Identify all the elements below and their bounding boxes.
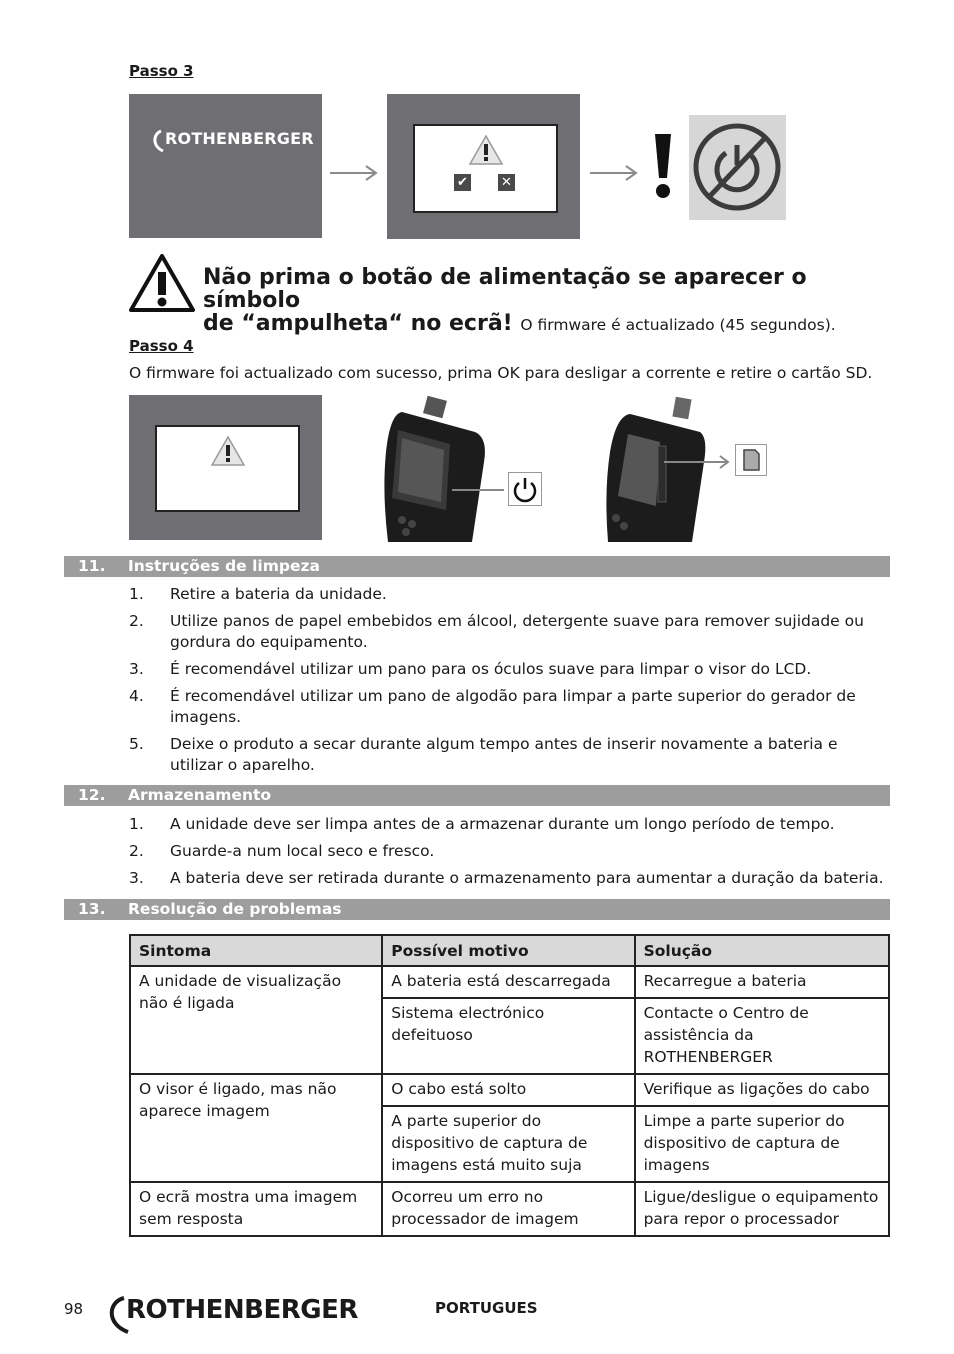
warning-icon: [210, 435, 246, 467]
arrow-right-icon: [588, 163, 640, 183]
cause-cell: A parte superior do dispositivo de captura de imagens está muito suja: [382, 1106, 634, 1182]
list-item-text: Guarde-a num local seco e fresco.: [170, 842, 435, 860]
check-icon: ✔: [454, 174, 471, 191]
section-11-header: [64, 556, 890, 577]
header-solution: Solução: [635, 935, 889, 966]
solution-cell: Verifique as ligações do cabo: [635, 1074, 889, 1106]
section-12-header: [64, 785, 890, 806]
update-screen-image: [387, 94, 580, 239]
table-row: [130, 1182, 889, 1236]
warning-text: [203, 266, 903, 337]
storage-list: [129, 814, 889, 895]
screen-logo-text: ROTHENBERGER: [165, 129, 314, 148]
list-item-number: 3.: [129, 660, 144, 678]
list-item-text: Retire a bateria da unidade.: [170, 585, 387, 603]
list-item: [129, 659, 889, 680]
step4-title: Passo 4: [129, 337, 194, 355]
list-item: [129, 841, 889, 862]
footer-brand-logo: ROTHENBERGER: [126, 1295, 358, 1325]
warning-icon: [128, 253, 196, 313]
table-header-row: [130, 935, 889, 966]
warning-note: O firmware é actualizado (45 segundos).: [520, 316, 836, 334]
solution-cell: Limpe a parte superior do dispositivo de captura de imagens: [635, 1106, 889, 1182]
section-11-title: Instruções de limpeza: [128, 557, 320, 575]
no-power-icon: [689, 115, 786, 220]
solution-cell: Contacte o Centro de assistência da ROTHENBERGER: [635, 998, 889, 1074]
section-13-number: 13.: [78, 900, 106, 918]
list-item-text: A bateria deve ser retirada durante o armazenamento para aumentar a duração da bateria.: [170, 869, 884, 887]
solution-cell: Recarregue a bateria: [635, 966, 889, 998]
section-12-number: 12.: [78, 786, 106, 804]
list-item-text: É recomendável utilizar um pano de algodão para limpar a parte superior do gerador de imagens.: [170, 687, 856, 726]
list-item: [129, 584, 889, 605]
list-item-number: 1.: [129, 585, 144, 603]
boot-screen-image: [129, 94, 322, 238]
table-row: [130, 966, 889, 998]
list-item-text: Utilize panos de papel embebidos em álcool, detergente suave para remover sujidade ou gordura do equipamento.: [170, 612, 864, 651]
list-item: [129, 868, 889, 889]
header-symptom: Sintoma: [130, 935, 382, 966]
sd-card-icon: [735, 444, 767, 476]
cause-cell: O cabo está solto: [382, 1074, 634, 1106]
section-12-title: Armazenamento: [128, 786, 272, 804]
list-item-number: 2.: [129, 842, 144, 860]
section-11-number: 11.: [78, 557, 106, 575]
section-13-header: [64, 899, 890, 920]
hourglass-icon: [468, 134, 504, 166]
footer-language: PORTUGUES: [435, 1299, 538, 1317]
list-item-number: 4.: [129, 687, 144, 705]
exclamation-icon: [650, 130, 676, 200]
list-item-text: Deixe o produto a secar durante algum tempo antes de inserir novamente a bateria e utilizar o aparelho.: [170, 735, 838, 774]
done-screen-image: [129, 395, 322, 540]
page-number: 98: [64, 1300, 84, 1318]
list-item: [129, 686, 889, 728]
list-item: [129, 734, 889, 776]
power-icon: [508, 472, 542, 506]
warning-title-line1: Não prima o botão de alimentação se aparecer o símbolo: [203, 265, 807, 313]
device-power-image: [380, 392, 550, 542]
list-item-number: 5.: [129, 735, 144, 753]
list-item: [129, 814, 889, 835]
symptom-cell: A unidade de visualização não é ligada: [130, 966, 382, 1074]
list-item-number: 1.: [129, 815, 144, 833]
section-13-title: Resolução de problemas: [128, 900, 342, 918]
cause-cell: Ocorreu um erro no processador de imagem: [382, 1182, 634, 1236]
symptom-cell: O visor é ligado, mas não aparece imagem: [130, 1074, 382, 1182]
done-dialog: [155, 425, 300, 512]
cause-cell: A bateria está descarregada: [382, 966, 634, 998]
list-item-text: A unidade deve ser limpa antes de a armazenar durante um longo período de tempo.: [170, 815, 835, 833]
close-icon: ✕: [498, 174, 515, 191]
arrow-right-icon: [328, 163, 380, 183]
cause-cell: Sistema electrónico defeituoso: [382, 998, 634, 1074]
list-item: [129, 611, 889, 653]
list-item-text: É recomendável utilizar um pano para os óculos suave para limpar o visor do LCD.: [170, 660, 812, 678]
step3-title: Passo 3: [129, 62, 194, 80]
step4-text: O firmware foi actualizado com sucesso, prima OK para desligar a corrente e retire o cartão SD.: [129, 364, 873, 382]
cleaning-list: [129, 584, 889, 782]
solution-cell: Ligue/desligue o equipamento para repor o processador: [635, 1182, 889, 1236]
header-cause: Possível motivo: [382, 935, 634, 966]
troubleshooting-table: [129, 934, 890, 1237]
symptom-cell: O ecrã mostra uma imagem sem resposta: [130, 1182, 382, 1236]
warning-title-line2: de “ampulheta“ no ecrã!: [203, 311, 513, 336]
list-item-number: 3.: [129, 869, 144, 887]
list-item-number: 2.: [129, 612, 144, 630]
table-row: [130, 1074, 889, 1106]
hourglass-dialog: [413, 124, 558, 213]
